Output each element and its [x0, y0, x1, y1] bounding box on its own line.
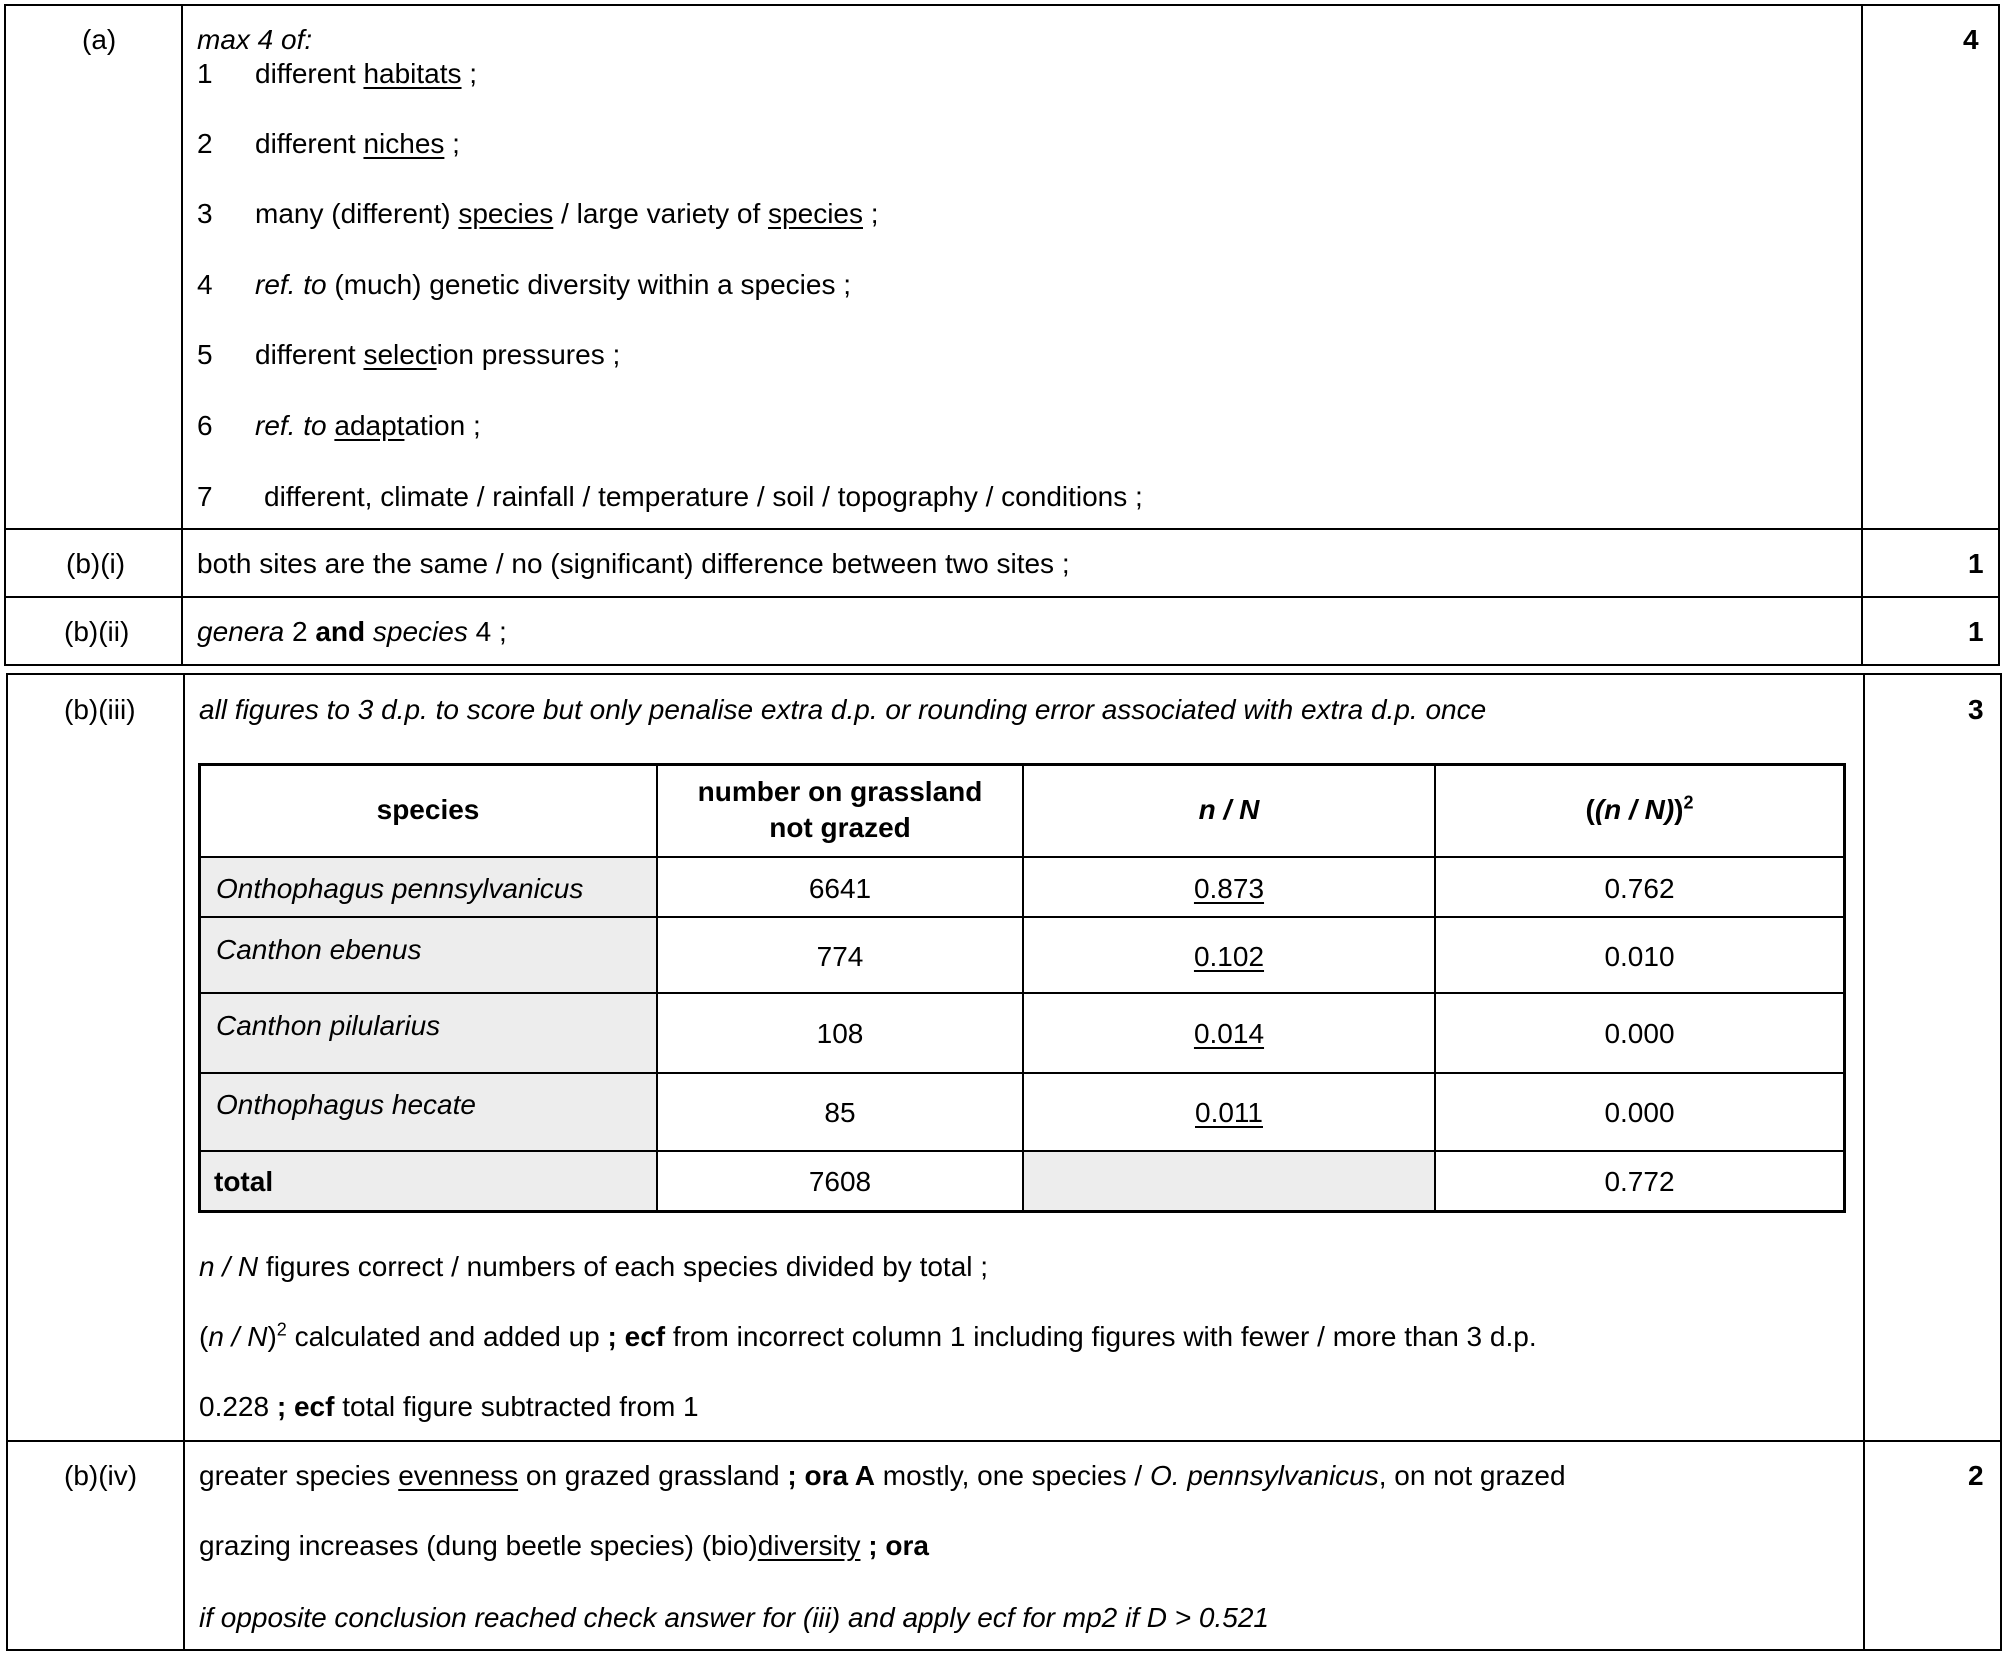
row-4-number: 85 — [824, 1097, 856, 1128]
row-4-nN2: 0.000 — [1604, 1097, 1675, 1128]
row-1-nN: 0.873 — [1193, 873, 1265, 904]
point-7-number: 7 — [197, 481, 213, 512]
row-2-nN2: 0.010 — [1604, 941, 1675, 972]
part-bii-text: genera 2 and species 4 ; — [197, 616, 507, 647]
row-2-species: Canthon ebenus — [216, 934, 422, 965]
part-bi-text: both sites are the same / no (significant) difference between two sites ; — [197, 548, 1070, 579]
point-1-number: 1 — [197, 58, 213, 89]
part-bii-label: (b)(ii) — [64, 616, 130, 647]
part-bii-marks: 1 — [1968, 616, 1984, 647]
row-3-species: Canthon pilularius — [216, 1010, 441, 1041]
row-2-number: 774 — [816, 941, 864, 972]
row-3-number: 108 — [816, 1018, 864, 1049]
row-1-number: 6641 — [808, 873, 872, 904]
point-4-number: 4 — [197, 269, 213, 300]
part-biii-label: (b)(iii) — [64, 694, 136, 725]
part-biii-marks: 3 — [1968, 694, 1984, 725]
point-3-text: many (different) species / large variety of species ; — [255, 198, 879, 229]
point-6-number: 6 — [197, 410, 213, 441]
header-n-over-n-squared: ((n / N))$^2$ — [1585, 792, 1694, 825]
header-number-line1: number on grassland — [697, 776, 983, 807]
part-biv-line-1: greater species evenness on grazed grassland ; ora A mostly, one species / O. pennsylvanicus, on not grazed — [199, 1460, 1566, 1491]
row-2-nN: 0.102 — [1193, 941, 1265, 972]
row-1-nN2: 0.762 — [1604, 873, 1675, 904]
part-biv-line-3: if opposite conclusion reached check answer for (iii) and apply ecf for mp2 if D > 0.521 — [199, 1602, 1270, 1633]
total-number: 7608 — [808, 1166, 872, 1197]
row-4-species: Onthophagus hecate — [216, 1089, 476, 1120]
point-5-text: different selection pressures ; — [255, 339, 621, 370]
part-biv-label: (b)(iv) — [64, 1460, 138, 1491]
marking-point-1: n / N figures correct / numbers of each species divided by total ; — [199, 1251, 989, 1282]
part-biii-note: all figures to 3 d.p. to score but only penalise extra d.p. or rounding error associated with extra d.p. once — [199, 694, 1487, 725]
point-5-number: 5 — [197, 339, 213, 370]
header-number-line2: not grazed — [769, 812, 911, 843]
point-2-text: different niches ; — [255, 128, 460, 159]
row-3-nN: 0.014 — [1193, 1018, 1265, 1049]
header-species: species — [376, 794, 480, 825]
row-3-nN2: 0.000 — [1604, 1018, 1675, 1049]
part-biv-line-2: grazing increases (dung beetle species) (bio)diversity ; ora — [199, 1530, 929, 1561]
part-a-intro: max 4 of: — [197, 24, 313, 55]
total-nN2: 0.772 — [1604, 1166, 1675, 1197]
part-bi-label: (b)(i) — [66, 548, 126, 579]
point-3-number: 3 — [197, 198, 213, 229]
total-label: total — [214, 1166, 274, 1197]
point-2-number: 2 — [197, 128, 213, 159]
part-a-label: (a) — [82, 24, 117, 55]
part-a-marks: 4 — [1963, 24, 1979, 55]
part-biv-marks: 2 — [1968, 1460, 1984, 1491]
point-7-text: different, climate / rainfall / temperature / soil / topography / conditions ; — [264, 481, 1143, 512]
row-4-nN: 0.011 — [1195, 1097, 1263, 1128]
header-n-over-n: n / N — [1198, 794, 1260, 825]
marking-point-3: 0.228 ; ecf total figure subtracted from 1 — [199, 1391, 699, 1422]
marking-point-2: (n / N)$^2$ calculated and added up ; ecf from incorrect column 1 including figures with fewer / more than 3 d.p. — [199, 1319, 1537, 1352]
part-bi-marks: 1 — [1968, 548, 1984, 579]
row-1-species: Onthophagus pennsylvanicus — [216, 873, 584, 904]
point-6-text: ref. to adaptation ; — [255, 410, 481, 441]
point-1-text: different habitats ; — [255, 58, 478, 89]
point-4-text: ref. to (much) genetic diversity within a species ; — [255, 269, 852, 300]
